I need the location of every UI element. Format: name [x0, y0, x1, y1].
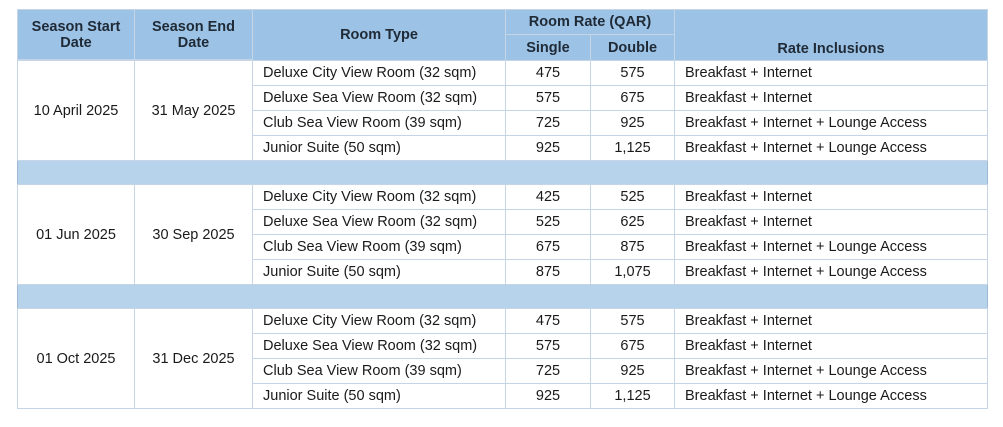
separator-band [18, 285, 988, 309]
season-start-date: 10 April 2025 [18, 61, 135, 161]
table-row [18, 185, 988, 210]
room-rates-table [17, 9, 988, 409]
room-type: Club Sea View Room (39 sqm) [253, 111, 506, 136]
single-rate: 575 [506, 86, 591, 111]
room-type: Deluxe City View Room (32 sqm) [253, 185, 506, 210]
season-separator [18, 161, 988, 185]
double-rate: 1,075 [591, 260, 675, 285]
rate-inclusions: Breakfast + Internet + Lounge Access [675, 235, 988, 260]
double-rate: 1,125 [591, 384, 675, 409]
season-start-date: 01 Jun 2025 [18, 185, 135, 285]
table-header [18, 10, 988, 61]
room-type: Deluxe City View Room (32 sqm) [253, 61, 506, 86]
season-end-date: 31 Dec 2025 [135, 309, 253, 409]
header-rate-inclusions: Rate Inclusions [675, 10, 988, 61]
rate-inclusions: Breakfast + Internet [675, 61, 988, 86]
rate-inclusions: Breakfast + Internet + Lounge Access [675, 111, 988, 136]
double-rate: 1,125 [591, 136, 675, 161]
single-rate: 925 [506, 136, 591, 161]
single-rate: 675 [506, 235, 591, 260]
table-body [18, 61, 988, 409]
double-rate: 925 [591, 359, 675, 384]
rate-inclusions: Breakfast + Internet [675, 210, 988, 235]
single-rate: 525 [506, 210, 591, 235]
rate-inclusions: Breakfast + Internet + Lounge Access [675, 136, 988, 161]
double-rate: 925 [591, 111, 675, 136]
double-rate: 525 [591, 185, 675, 210]
header-single: Single [506, 35, 591, 61]
single-rate: 725 [506, 111, 591, 136]
room-type: Junior Suite (50 sqm) [253, 384, 506, 409]
separator-band [18, 161, 988, 185]
room-type: Deluxe City View Room (32 sqm) [253, 309, 506, 334]
rates-table-container [17, 9, 988, 409]
single-rate: 425 [506, 185, 591, 210]
rate-inclusions: Breakfast + Internet + Lounge Access [675, 359, 988, 384]
header-season-start: Season Start Date [18, 10, 135, 60]
season-end-date: 31 May 2025 [135, 61, 253, 161]
single-rate: 925 [506, 384, 591, 409]
rate-inclusions: Breakfast + Internet [675, 185, 988, 210]
room-type: Deluxe Sea View Room (32 sqm) [253, 86, 506, 111]
double-rate: 575 [591, 61, 675, 86]
single-rate: 475 [506, 61, 591, 86]
rate-inclusions: Breakfast + Internet + Lounge Access [675, 384, 988, 409]
header-room-rate: Room Rate (QAR) [506, 10, 675, 35]
room-type: Deluxe Sea View Room (32 sqm) [253, 334, 506, 359]
season-separator [18, 285, 988, 309]
room-type: Deluxe Sea View Room (32 sqm) [253, 210, 506, 235]
season-start-date: 01 Oct 2025 [18, 309, 135, 409]
single-rate: 725 [506, 359, 591, 384]
rate-inclusions: Breakfast + Internet [675, 334, 988, 359]
header-room-type: Room Type [253, 10, 506, 61]
single-rate: 475 [506, 309, 591, 334]
double-rate: 675 [591, 334, 675, 359]
season-end-date: 30 Sep 2025 [135, 185, 253, 285]
table-row [18, 61, 988, 86]
rate-inclusions: Breakfast + Internet [675, 309, 988, 334]
table-row [18, 309, 988, 334]
single-rate: 575 [506, 334, 591, 359]
double-rate: 875 [591, 235, 675, 260]
double-rate: 575 [591, 309, 675, 334]
room-type: Club Sea View Room (39 sqm) [253, 359, 506, 384]
single-rate: 875 [506, 260, 591, 285]
room-type: Junior Suite (50 sqm) [253, 260, 506, 285]
header-season-end: Season End Date [135, 10, 253, 60]
double-rate: 625 [591, 210, 675, 235]
rate-inclusions: Breakfast + Internet + Lounge Access [675, 260, 988, 285]
room-type: Club Sea View Room (39 sqm) [253, 235, 506, 260]
rate-inclusions: Breakfast + Internet [675, 86, 988, 111]
room-type: Junior Suite (50 sqm) [253, 136, 506, 161]
header-double: Double [591, 35, 675, 61]
double-rate: 675 [591, 86, 675, 111]
